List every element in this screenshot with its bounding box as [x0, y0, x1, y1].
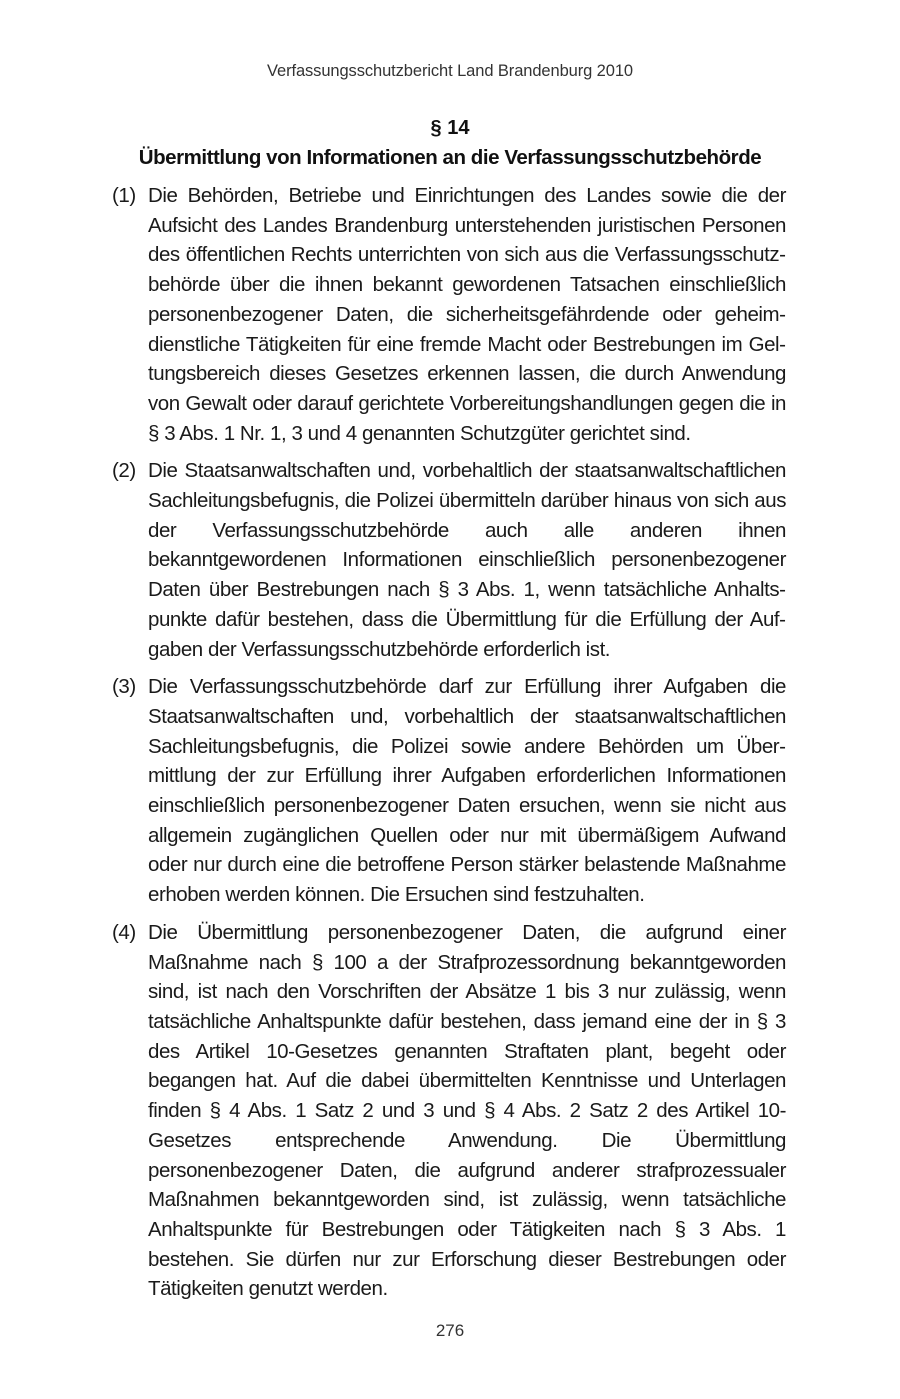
- section-number: § 14: [430, 117, 470, 139]
- paragraph-number: (1): [112, 184, 136, 207]
- paragraph-4: [112, 918, 786, 1304]
- section-title: Übermittlung von Informationen an die Verfassungsschutzbehörde: [138, 146, 762, 169]
- paragraph-number: (3): [112, 675, 136, 699]
- paragraph-text: Die Übermittlung personenbezogener Daten, die aufgrund einer Maßnahme nach § 100 a der Strafprozessordnung bekanntgeworden sind, ist nach den Vorschriften der Absätze 1 bis 3 nur zulässig, wenn tatsächliche Anhaltspunkte dafür bestehen, dass jemand eine der in § 3 des Artikel 10-Gesetzes genannten Straftaten plant, begeht oder begangen hat. Auf die dabei übermittelten Kenntnisse und Unterlagen finden § 4 Abs. 1 Satz 2 und 3 und § 4 Abs. 2 Satz 2 des Artikel 10-Gesetzes entsprechende Anwendung. Die Übermittlung personenbezogener Daten, die aufgrund anderer strafprozessualer Maßnahmen bekanntgeworden sind, ist zulässig, wenn tatsächliche Anhaltspunkte für Bestrebungen oder Tätigkeiten nach § 3 Abs. 1 bestehen. Sie dürfen nur zur Erforschung dieser Bestrebungen oder Tätigkeiten genutzt werden.: [148, 920, 786, 1301]
- paragraph-1: [112, 181, 786, 448]
- paragraph-number: (4): [112, 920, 136, 944]
- paragraph-text: Die Staatsanwaltschaften und, vorbehaltlich der staatsanwaltschaftlichen Sachleitungsbefugnis, die Polizei übermitteln darüber hinaus von sich aus der Verfassungsschutzbehörde auch alle anderen ihnen bekanntgewordenen Informationen einschließlich personenbezogener Daten über Bestrebungen nach § 3 Abs. 1, wenn tatsächliche Anhaltspunkte dafür bestehen, dass die Übermittlung für die Erfüllung der Aufgaben der Verfassungsschutzbehörde erforderlich ist.: [148, 459, 786, 661]
- paragraph-list: [112, 181, 786, 1312]
- running-header: Verfassungsschutzbericht Land Brandenburg 2010: [267, 62, 633, 80]
- paragraph-text: Die Verfassungsschutzbehörde darf zur Erfüllung ihrer Aufgaben die Staatsanwaltschaften und, vorbehaltlich der staatsanwaltschaftlichen Sachleitungsbefugnis, die Polizei sowie andere Behörden um Übermittlung der zur Erfüllung ihrer Aufgaben erforderlichen Informationen einschließlich personenbezogener Daten ersuchen, wenn sie nicht aus allgemein zugänglichen Quellen oder nur mit übermäßigem Aufwand oder nur durch eine die betroffene Person stärker belastende Maßnahme erhoben werden können. Die Ersuchen sind festzuhalten.: [148, 675, 786, 907]
- paragraph-3: [112, 672, 786, 910]
- page-number: 276: [435, 1321, 465, 1340]
- paragraph-2: [112, 456, 786, 664]
- paragraph-number: (2): [112, 459, 136, 483]
- paragraph-text: Die Behörden, Betriebe und Einrichtungen des Landes sowie die der Aufsicht des Landes Brandenburg unterstehenden juristischen Personen des öffentlichen Rechts unterrichten von sich aus die Verfassungsschutzbehörde über die ihnen bekannt gewordenen Tatsachen einschließlich personenbezogener Daten, die sicherheitsgefährdende oder geheimdienstliche Tätigkeiten für eine fremde Macht oder Bestrebungen im Geltungsbereich dieses Gesetzes erkennen lassen, die durch Anwendung von Gewalt oder darauf gerichtete Vorbereitungshandlungen gegen die in § 3 Abs. 1 Nr. 1, 3 und 4 genannten Schutzgüter gerichtet sind.: [148, 184, 786, 445]
